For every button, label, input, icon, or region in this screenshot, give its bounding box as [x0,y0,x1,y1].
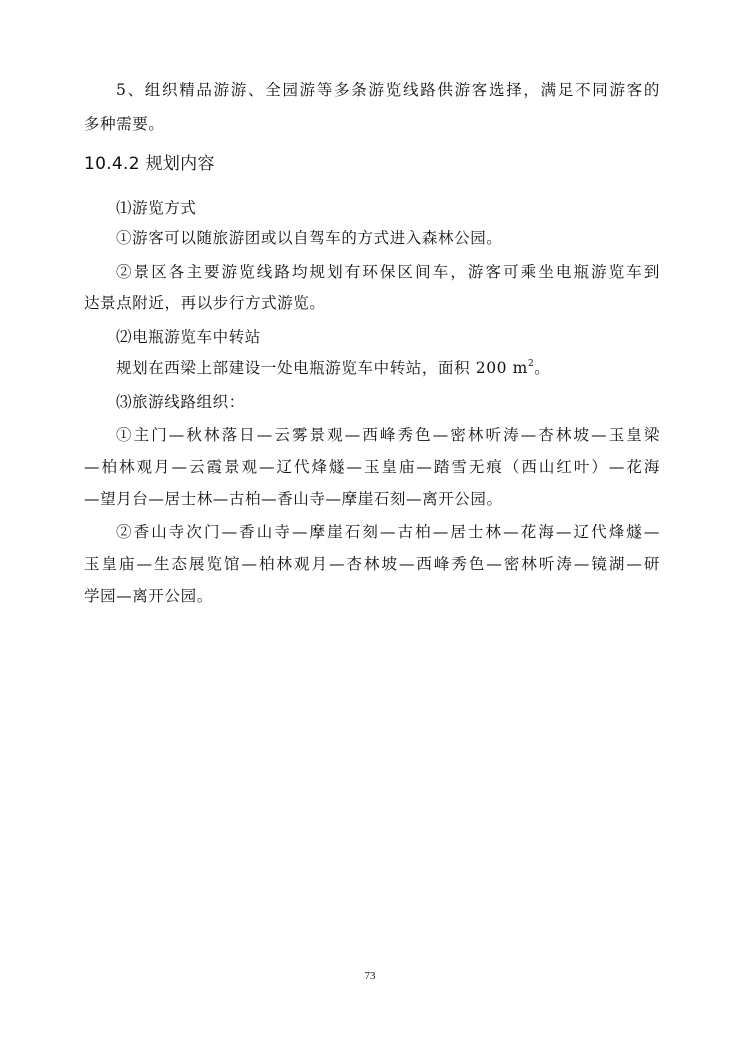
tour-mode-item-2-line-2: 达景点附近，再以步行方式游览。 [84,294,326,312]
route-2-line-1: ②香山寺次门—香山寺—摩崖石刻—古柏—居士林—花海—辽代烽燧— [116,523,660,541]
page-number: 73 [364,970,376,982]
area-unit-superscript: 2 [527,359,535,369]
route-2-line-2: 玉皇庙—生态展览馆—柏林观月—杏林坡—西峰秀色—密林听涛—镜湖—研 [84,555,660,573]
station-title: ⑵电瓶游览车中转站 [116,328,261,346]
tour-mode-item-1: ①游客可以随旅游团或以自驾车的方式进入森林公园。 [116,229,503,247]
tour-mode-title: ⑴游览方式 [116,199,197,217]
station-text [116,358,660,378]
station-text-end: 。 [534,359,551,377]
tour-mode-item-2-line-1: ②景区各主要游览线路均规划有环保区间车，游客可乘坐电瓶游览车到 [116,263,660,281]
route-1-line-3: —望月台—居士林—古柏—香山寺—摩崖石刻—离开公园。 [84,490,503,508]
paragraph-goal-5-line-1: 5、组织精品游游、全园游等多条游览线路供游客选择，满足不同游客的 [116,81,660,99]
route-2-line-3: 学园—离开公园。 [84,587,213,605]
paragraph-goal-5-line-2: 多种需要。 [84,115,165,133]
route-title: ⑶旅游线路组织： [116,393,245,411]
section-heading: 10.4.2 规划内容 [84,154,215,174]
station-text-main: 规划在西梁上部建设一处电瓶游览车中转站，面积 200 m [116,359,528,377]
route-1-line-1: ①主门—秋林落日—云雾景观—西峰秀色—密林听涛—杏林坡—玉皇梁 [116,426,660,444]
route-1-line-2: —柏林观月—云霞景观—辽代烽燧—玉皇庙—踏雪无痕（西山红叶）—花海 [84,458,660,476]
